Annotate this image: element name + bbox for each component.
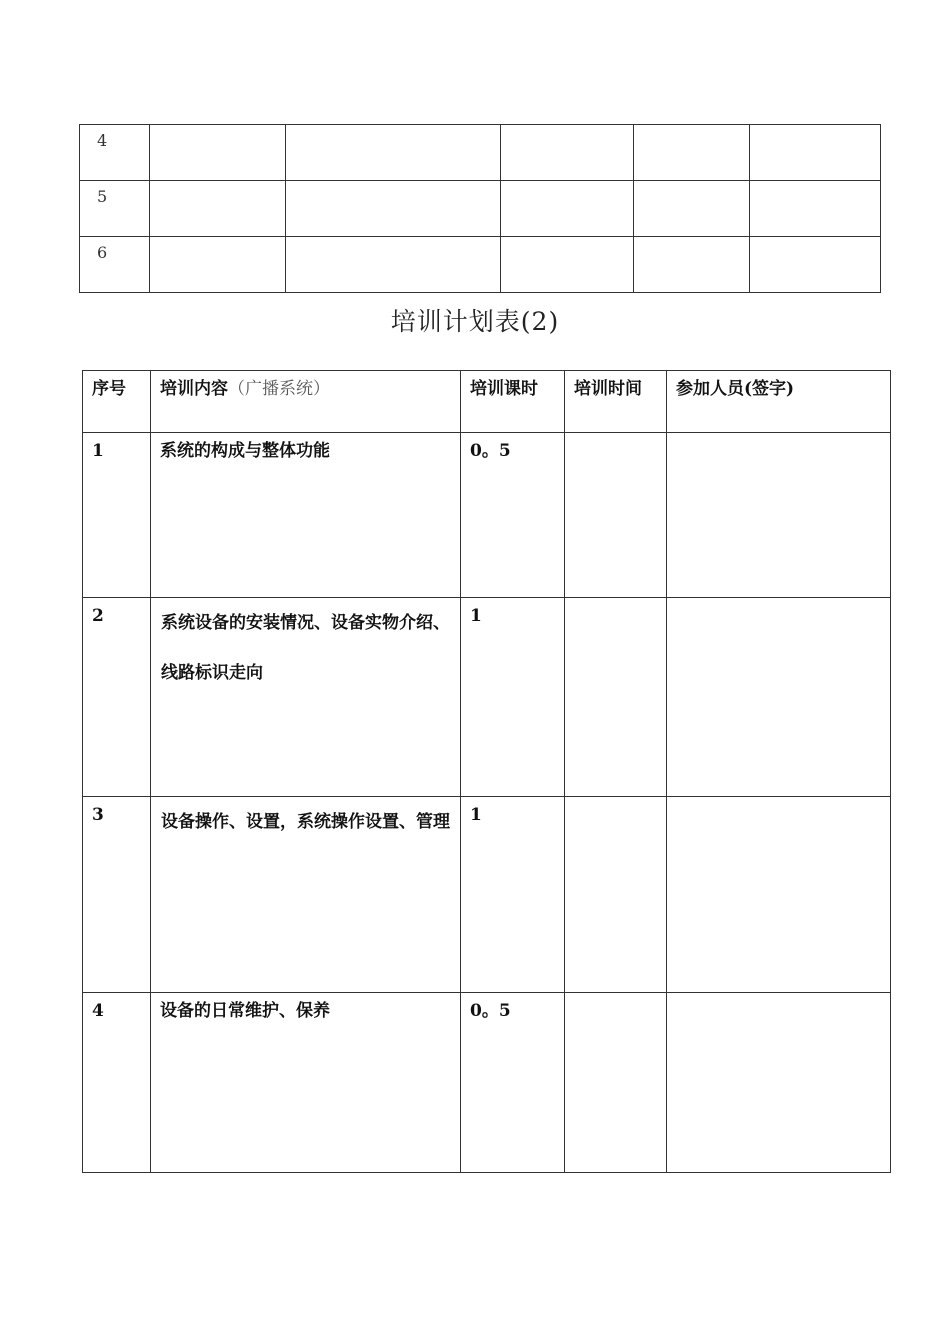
table-row	[83, 433, 891, 598]
table-cell	[501, 181, 634, 237]
table-row	[83, 598, 891, 797]
header-content-label: 培训内容	[160, 379, 228, 399]
table-cell	[501, 237, 634, 293]
table-row	[80, 237, 881, 293]
cell-participants[interactable]	[667, 797, 891, 993]
table-cell	[634, 181, 750, 237]
table-cell	[750, 125, 881, 181]
header-time: 培训时间	[565, 371, 667, 433]
cell-time[interactable]	[565, 598, 667, 797]
row-index: 5	[80, 181, 150, 237]
cell-seq: 4	[83, 993, 151, 1173]
cell-seq: 2	[83, 598, 151, 797]
cell-time[interactable]	[565, 797, 667, 993]
header-seq: 序号	[83, 371, 151, 433]
cell-participants[interactable]	[667, 433, 891, 598]
table-row	[83, 797, 891, 993]
cell-participants[interactable]	[667, 993, 891, 1173]
table-cell	[150, 237, 286, 293]
cell-content: 设备的日常维护、保养	[151, 993, 461, 1173]
cell-seq: 3	[83, 797, 151, 993]
cell-time[interactable]	[565, 993, 667, 1173]
table-cell	[286, 181, 501, 237]
table-cell	[150, 125, 286, 181]
table-cell	[286, 125, 501, 181]
table-row	[80, 125, 881, 181]
cell-hours: 1	[461, 598, 565, 797]
table-row	[83, 993, 891, 1173]
cell-participants[interactable]	[667, 598, 891, 797]
cell-hours: 1	[461, 797, 565, 993]
table-row	[80, 181, 881, 237]
cell-time[interactable]	[565, 433, 667, 598]
table-cell	[634, 125, 750, 181]
previous-table-continuation	[79, 124, 881, 293]
training-plan-table	[82, 370, 891, 1173]
row-index: 6	[80, 237, 150, 293]
header-hours: 培训课时	[461, 371, 565, 433]
table-cell	[750, 237, 881, 293]
header-content	[151, 371, 461, 433]
table-cell	[286, 237, 501, 293]
cell-content: 设备操作、设置，系统操作设置、管理	[151, 797, 461, 993]
cell-hours: 0。5	[461, 993, 565, 1173]
cell-seq: 1	[83, 433, 151, 598]
row-index: 4	[80, 125, 150, 181]
table-cell	[501, 125, 634, 181]
table-header-row	[83, 371, 891, 433]
page-title: 培训计划表(2)	[390, 307, 560, 336]
table-cell	[634, 237, 750, 293]
header-content-note: （广播系统）	[228, 379, 330, 399]
header-participants: 参加人员(签字)	[667, 371, 891, 433]
cell-content: 系统设备的安装情况、设备实物介绍、线路标识走向	[151, 598, 461, 797]
cell-hours: 0。5	[461, 433, 565, 598]
table-cell	[150, 181, 286, 237]
table-cell	[750, 181, 881, 237]
cell-content: 系统的构成与整体功能	[151, 433, 461, 598]
